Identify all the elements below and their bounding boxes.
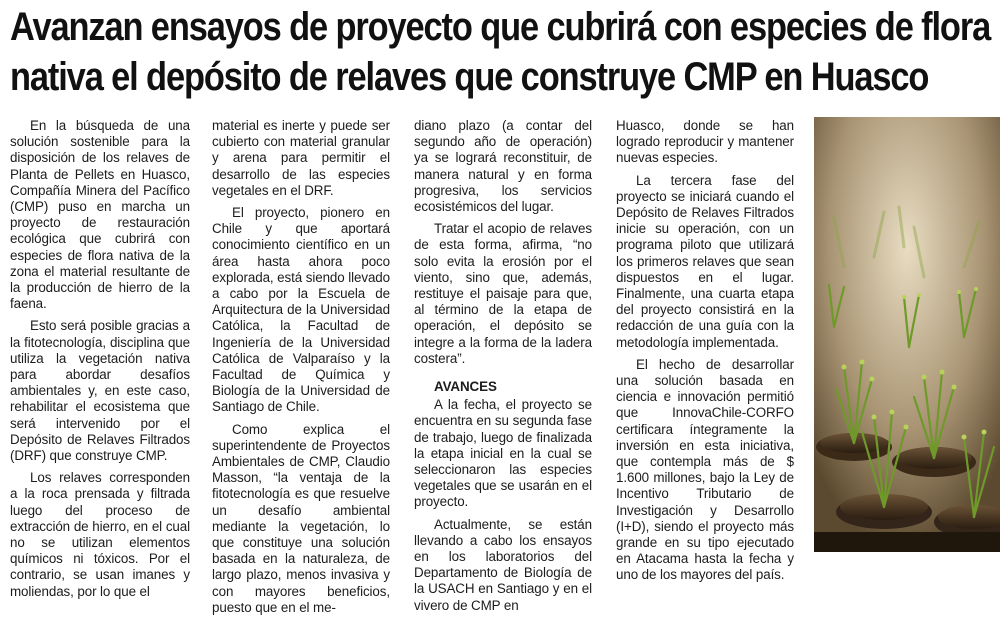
seedlings-photo: [814, 117, 1000, 552]
paragraph: A la fecha, el proyecto se encuentra en su segunda fase de trabajo, luego de finalizada la etapa inicial en la cual se seleccionaron las especies vegetales que se usarán en el proyecto.: [414, 397, 592, 510]
article-column-2: [212, 118, 390, 622]
paragraph: material es inerte y puede ser cubierto con material granular y arena para permitir el desarrollo de las especies vegetales en el DRF.: [212, 118, 390, 198]
headline: [10, 2, 995, 102]
article-column-3: [414, 118, 592, 620]
article-column-4: [616, 118, 794, 590]
paragraph: En la búsqueda de una solución sostenible para la disposición de los relaves de Planta de Pellets en Huasco, Compañía Minera del Pacífico (CMP) puso en marcha un proyecto de restauración ecológica que cubrirá con especies de flora nativa de la zona el material resultante de la producción de hierro de la faena.: [10, 118, 190, 312]
paragraph: Huasco, donde se han logrado reproducir y mantener nuevas especies.: [616, 118, 794, 166]
paragraph: El proyecto, pionero en Chile y que aportará conocimiento científico en un área hasta ahora poco explorada, está siendo llevado a cabo por la Escuela de Arquitectura de la Universidad Católica, la Facultad de Ingeniería de la Universidad Católica de Valparaíso y la Facultad de Química y Biología de la Universidad de Santiago de Chile.: [212, 205, 390, 415]
paragraph: Esto será posible gracias a la fitotecnología, disciplina que utiliza la vegetación nativa para abordar desafíos ambientales y, en este caso, rehabilitar el ecosistema que será intervenido por el Depósito de Relaves Filtrados (DRF) que construye CMP.: [10, 318, 190, 464]
paragraph: Actualmente, se están llevando a cabo los ensayos en los laboratorios del Departamento de Biología de la USACH en Santiago y en el vivero de CMP en: [414, 516, 592, 613]
paragraph: El hecho de desarrollar una solución basada en ciencia e innovación permitió que InnovaChile-CORFO certificara íntegramente la inversión en esta iniciativa, que contempla más de $ 1.600 millones, bajo la Ley de Incentivo Tributario de Investigación y Desarrollo (I+D), siendo el proyecto más grande en su tipo ejecutado en Atacama hasta la fecha y uno de los mayores del país.: [616, 356, 794, 583]
article-column-1: [10, 118, 190, 606]
headline-line-1: Avanzan ensayos de proyecto que cubrirá con especies de flora: [10, 5, 991, 49]
paragraph: Tratar el acopio de relaves de esta forma, afirma, “no solo evita la erosión por el viento, sino que, además, restituye el paisaje para que, al término de la etapa de operación, el depósito se integre a la forma de la ladera costera”.: [414, 221, 592, 366]
paragraph: diano plazo (a contar del segundo año de operación) ya se logrará reconstituir, de manera natural y en forma progresiva, los servicios ecosistémicos del lugar.: [414, 118, 592, 215]
paragraph: Como explica el superintendente de Proyectos Ambientales de CMP, Claudio Masson, “la ventaja de la fitotecnología es que resuelve un desafío ambiental mediante la vegetación, lo que constituye una solución basada en la naturaleza, de largo plazo, menos invasiva y con mayores beneficios, puesto que en el me-: [212, 421, 390, 615]
headline-line-2: nativa el depósito de relaves que construye CMP en Huasco: [10, 55, 929, 99]
paragraph: Los relaves corresponden a la roca prensada y filtrada luego del proceso de extracción de hierro, en el cual no se utilizan elementos químicos ni tóxicos. Por el contrario, se usan imanes y moliendas, por lo que el: [10, 470, 190, 599]
paragraph: La tercera fase del proyecto se iniciará cuando el Depósito de Relaves Filtrados inicie su operación, con un programa piloto que utilizará los primeros relaves que sean dispuestos en el lugar. Finalmente, una cuarta etapa del proyecto consistirá en la redacción de una guía con la metodología implementada.: [616, 172, 794, 350]
section-subheading: AVANCES: [434, 379, 497, 395]
